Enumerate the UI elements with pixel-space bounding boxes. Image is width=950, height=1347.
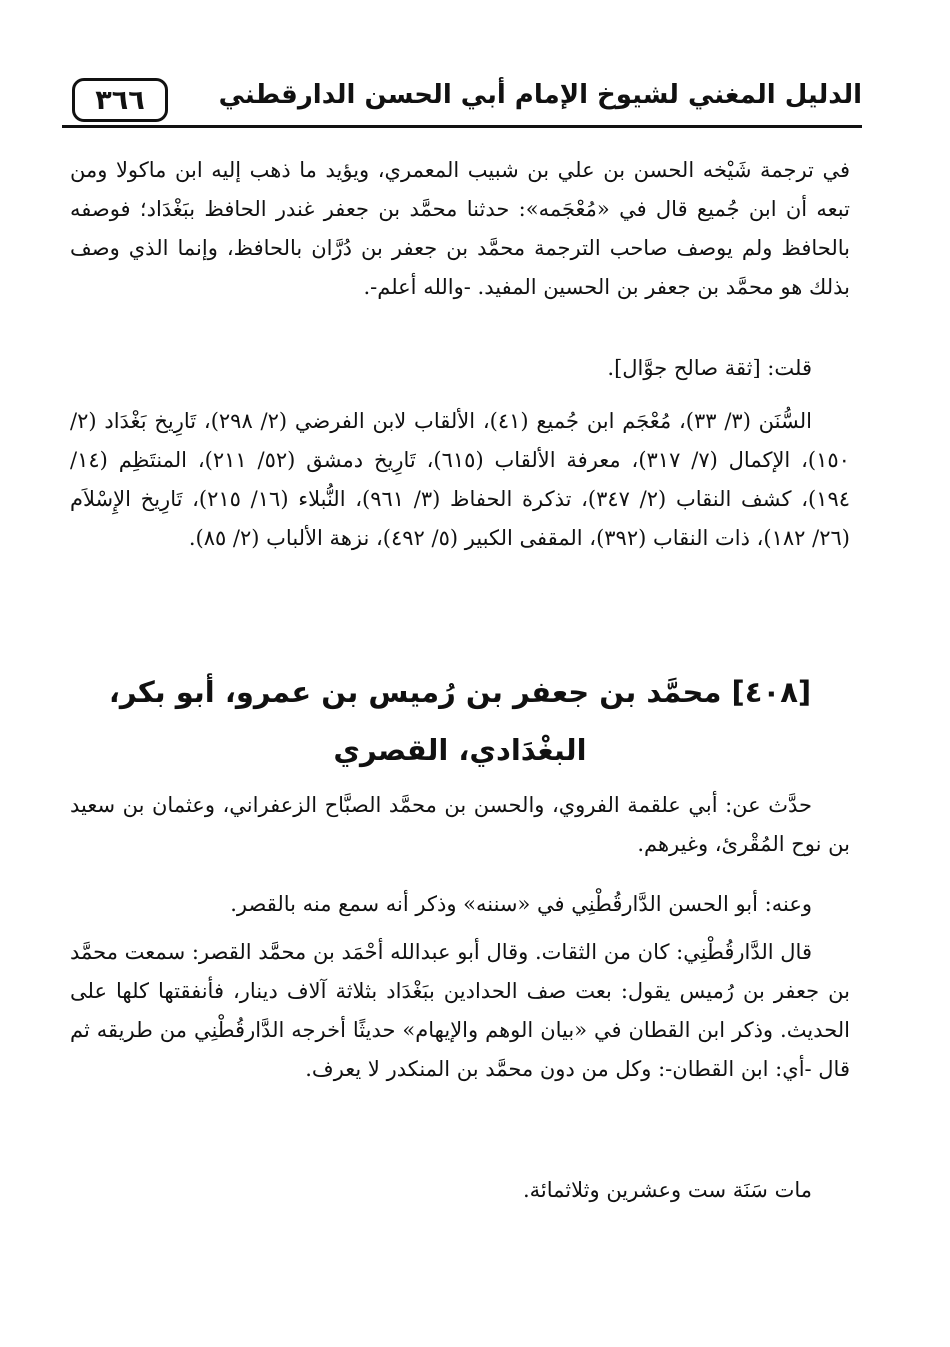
paragraph-sources: السُّنَن (٣/ ٣٣)، مُعْجَم ابن جُميع (٤١)، الألقاب لابن الفرضي (٢/ ٢٩٨)، تَارِيخ بَغْدَاد (٢/ ١٥٠)، الإكمال (٧/ ٣١٧)، معرفة الألقاب (٦١٥)، تَارِيخ دمشق (٥٢/ ٢١١)، المنتَظِم (١٤/ ١٩٤)، كشف النقاب (٢/ ٣٤٧)، تذكرة الحفاظ (٣/ ٩٦١)، النُّبلاء (١٦/ ٢١٥)، تَارِيخ الإِسْلاَم (٢٦/ ١٨٢)، ذات النقاب (٣٩٢)، المقفى الكبير (٥/ ٤٩٢)، نزهة الألباب (٢/ ٨٥). (70, 409, 851, 550)
entry-heading-line-2: البغْدَادي، القصري (333, 733, 587, 767)
paragraph-narrated-by: وعنه: أبو الحسن الدَّارقُطْنِي في «سننه» وذكر أنه سمع منه بالقصر. (230, 892, 812, 916)
page-number-frame (72, 78, 168, 122)
paragraph-grading: قلت: [ثقة صالح جوَّال]. (607, 356, 812, 380)
paragraph-death: مات سَنَة ست وعشرين وثلاثمائة. (522, 1178, 812, 1202)
entry-number: [٤٠٨] (731, 675, 812, 709)
header-rule (62, 125, 862, 128)
paragraph-narrated-from: حدَّث عن: أبي علقمة الفروي، والحسن بن محمَّد الصبَّاح الزعفراني، وعثمان بن سعيد بن نوح المُقْرئ، وغيرهم. (70, 793, 850, 856)
entry-heading-line-1 (70, 663, 850, 721)
paragraph-continuation: في ترجمة شَيْخه الحسن بن علي بن شبيب المعمري، ويؤيد ما ذهب إليه ابن ماكولا ومن تبعه أن ابن جُميع قال في «مُعْجَمه»: حدثنا محمَّد بن جعفر غندر الحافظ ببَغْدَاد؛ فوصفه بالحافظ ولم يوصف صاحب الترجمة محمَّد بن جعفر بن دُرَّان بالحافظ، وإنما الذي وصف بذلك هو محمَّد بن جعفر بن الحسين المفيد. -والله أعلم-. (70, 158, 850, 299)
entry-name: محمَّد بن جعفر بن رُميس بن عمرو، أبو بكر، (108, 675, 722, 709)
paragraph-assessment: قال الدَّارقُطْنِي: كان من الثقات. وقال أبو عبدالله أحْمَد بن محمَّد القصر: سمعت محمَّد بن جعفر بن رُميس يقول: بعت صف الحدادين ببَغْدَاد بثلاثة آلاف دينار، فأنفقتها كلها على الحديث. وذكر ابن القطان في «بيان الوهم والإيهام» حديثًا أخرجه الدَّارقُطْنِي من طريقه ثم قال -أي: ابن القطان-: وكل من دون محمَّد بن المنكدر لا يعرف. (70, 940, 850, 1081)
entry-heading (70, 663, 850, 779)
page-number: ٣٦٦ (95, 84, 145, 116)
running-title: الدليل المغني لشيوخ الإمام أبي الحسن الدارقطني (218, 80, 862, 110)
